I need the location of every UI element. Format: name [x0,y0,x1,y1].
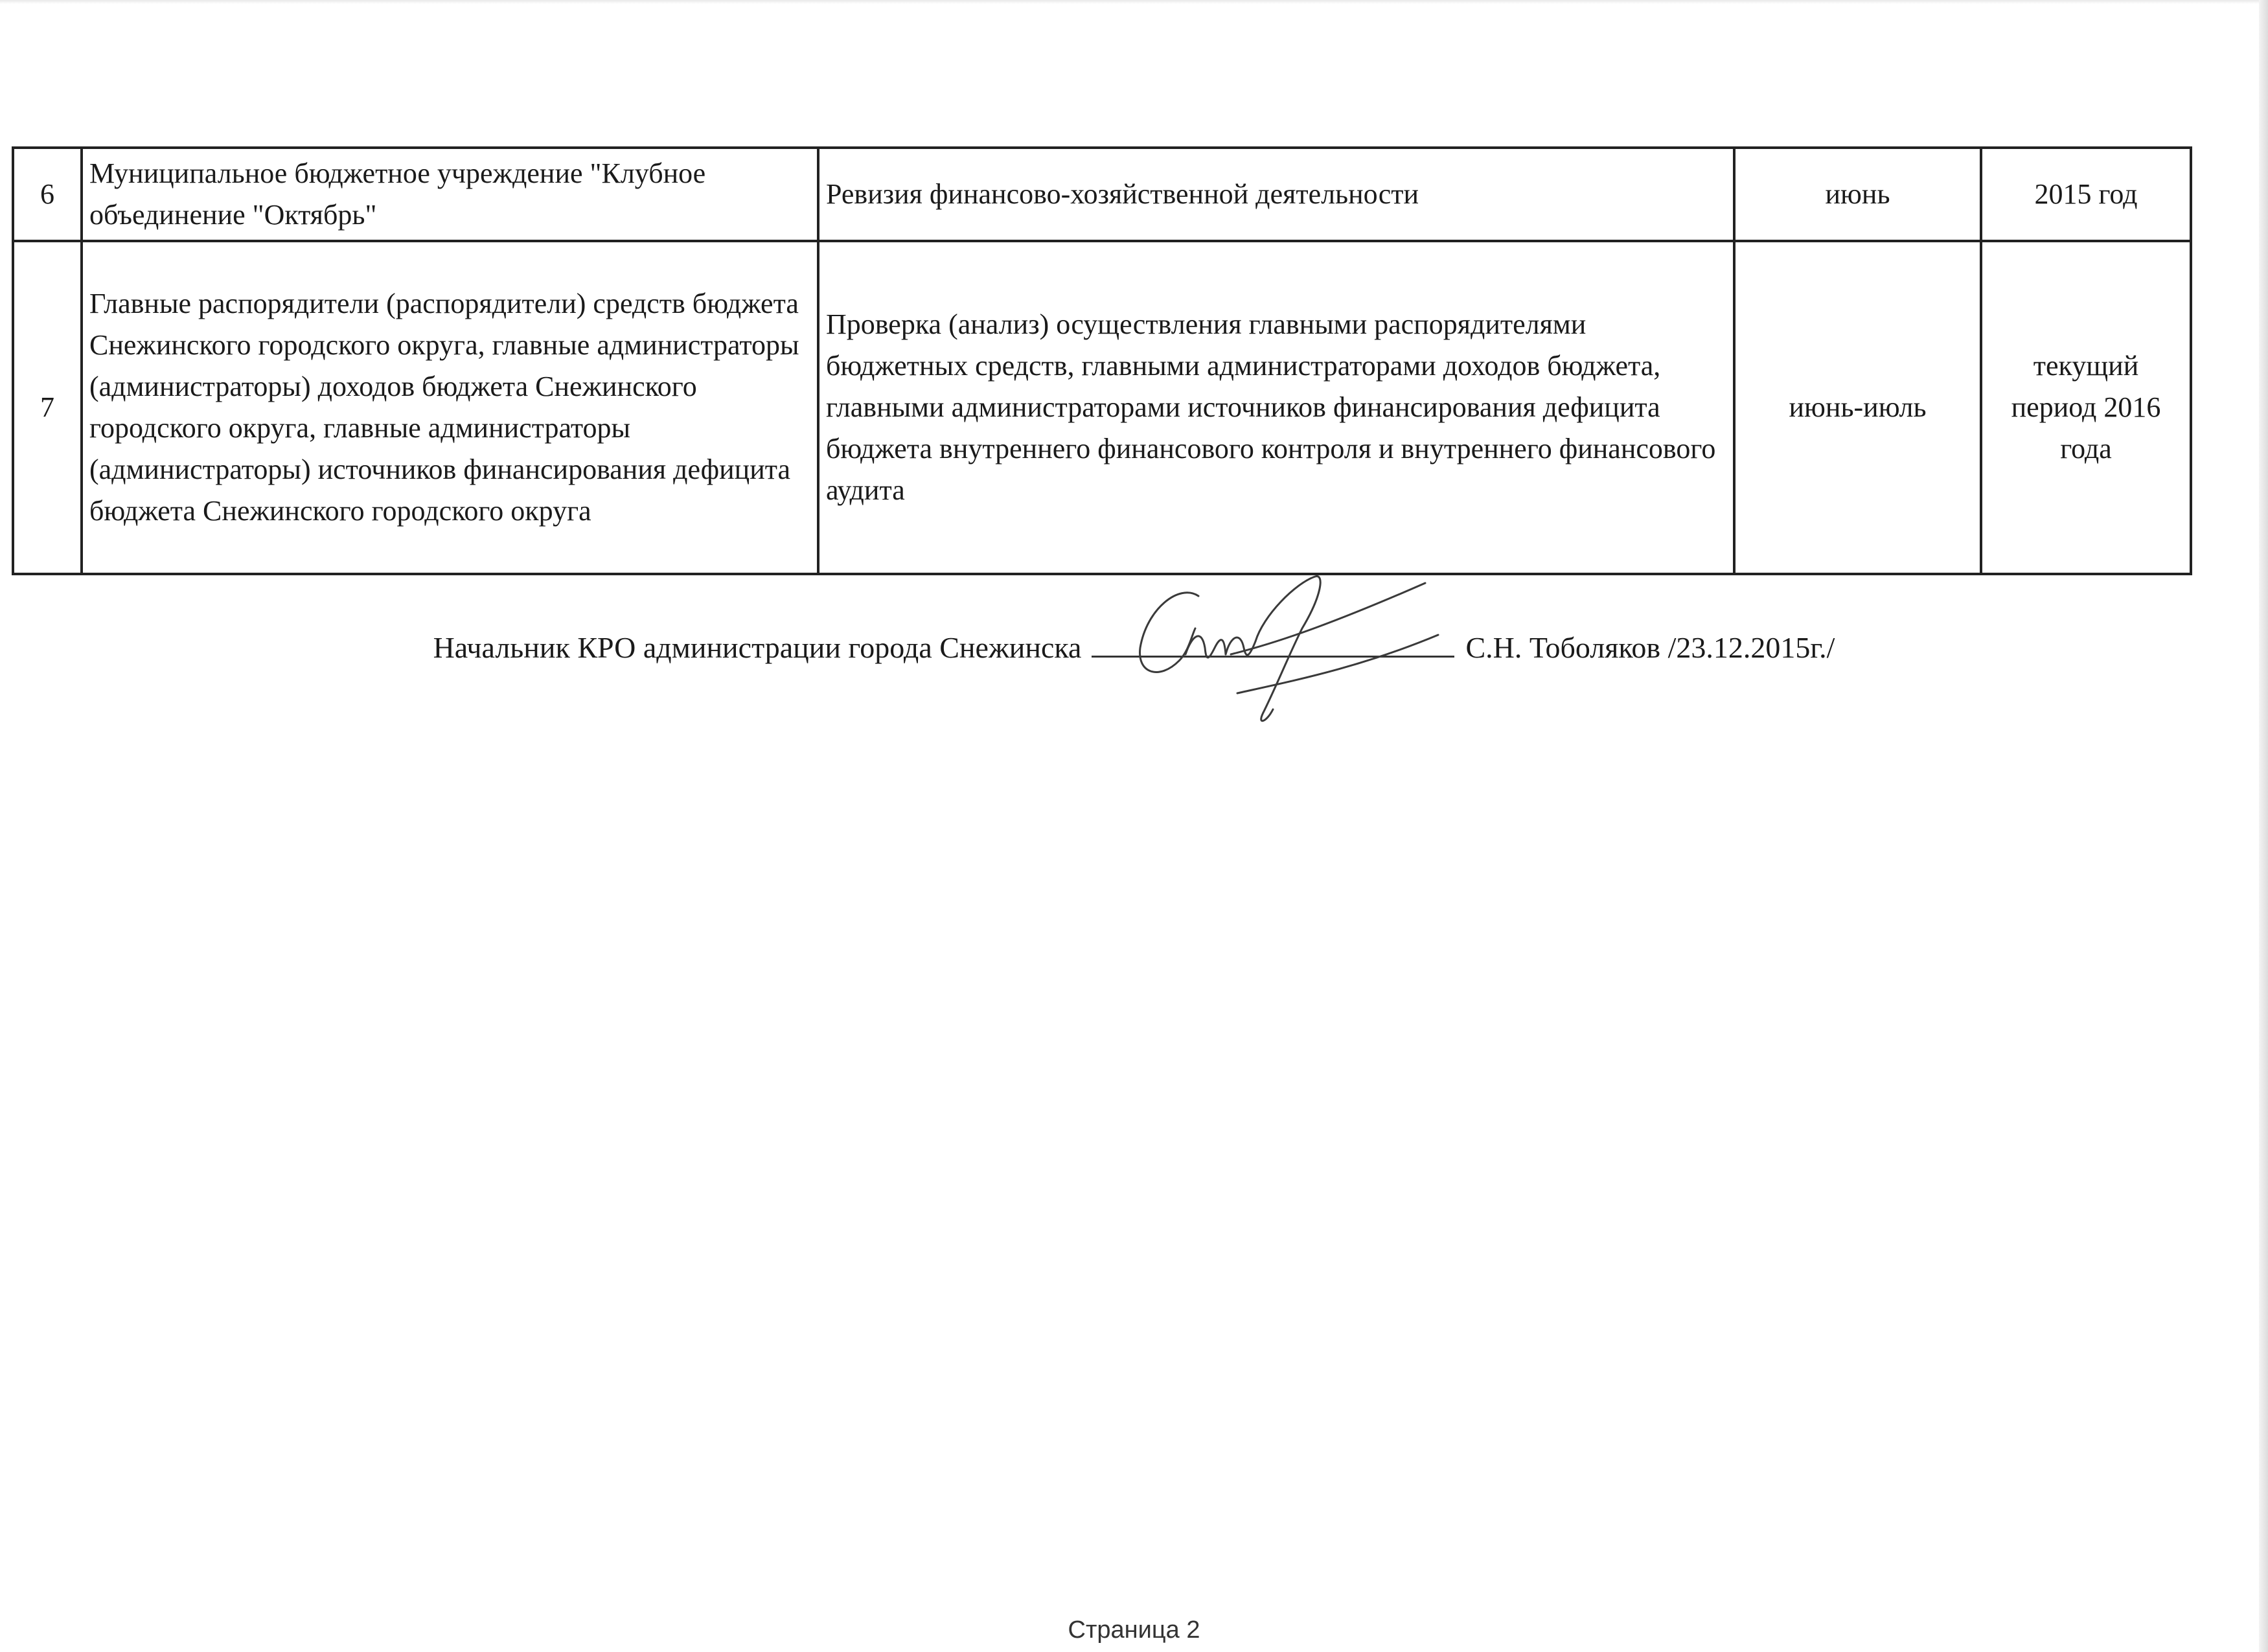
handwritten-signature [1101,557,1464,739]
control-plan-table [12,146,2192,575]
control-term: июнь-июль [1734,241,1981,574]
control-object: Главные распорядители (распорядители) средств бюджета Снежинского городского округа, главные администраторы (администраторы) доходов бюджета Снежинского городского округа, главные администраторы (администраторы) источников финансирования дефицита бюджета Снежинского городского округа [82,241,818,574]
scan-edge-top [0,0,2268,4]
row-number: 7 [13,241,82,574]
control-action: Ревизия финансово-хозяйственной деятельности [818,148,1734,241]
scan-edge-right [2259,0,2268,1652]
table-row [13,148,2191,241]
signatory-position: Начальник КРО администрации города Снежинска [433,631,1082,664]
audited-period: текущий период 2016 года [1981,241,2191,574]
control-action: Проверка (анализ) осуществления главными распорядителями бюджетных средств, главными администраторами доходов бюджета, главными администраторами источников финансирования дефицита бюджета внутреннего финансового контроля и внутреннего финансового аудита [818,241,1734,574]
page-number: Страница 2 [1068,1616,1200,1644]
row-number: 6 [13,148,82,241]
signatory-name-date: С.Н. Тоболяков /23.12.2015г./ [1465,631,1835,664]
audited-period: 2015 год [1981,148,2191,241]
control-term: июнь [1734,148,1981,241]
table-row [13,241,2191,574]
control-object: Муниципальное бюджетное учреждение "Клубное объединение "Октябрь" [82,148,818,241]
